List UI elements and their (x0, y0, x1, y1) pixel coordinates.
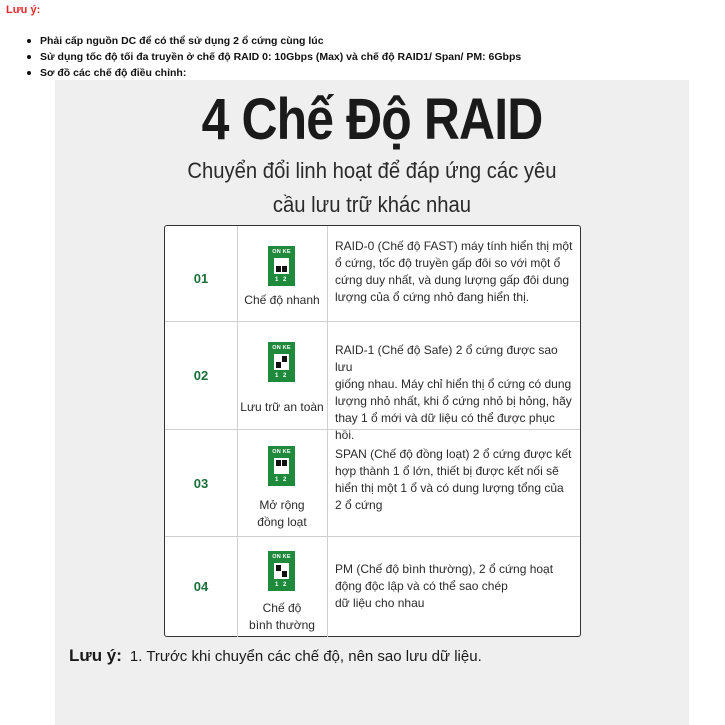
note-item: Sơ đồ các chế độ điều chỉnh: (22, 65, 521, 81)
mode-name: Mở rộng đồng loạt (257, 498, 307, 529)
footer-label: Lưu ý: (69, 646, 122, 665)
mode-name: Chế độ bình thường (249, 601, 315, 632)
mode-number: 04 (193, 579, 209, 594)
mode-row (165, 226, 580, 321)
figure-subtitle-line-1: Chuyển đổi linh hoạt để đáp ứng các yêu (187, 158, 557, 183)
mode-description: RAID-1 (Chế độ Safe) 2 ổ cứng được sao lưu giống nhau. Máy chỉ hiển thị ổ cứng có dung lượng nhỏ nhất, khi ổ cứng nhỏ bị hỏng, hãy thay 1 ổ mới và dữ liệu có thể được phục hồi. (335, 343, 572, 442)
switch-digit: 1 (275, 373, 279, 379)
switch-label: ON KE (272, 449, 291, 455)
dip-switch-icon (268, 342, 295, 382)
switch-digit: 2 (283, 277, 287, 283)
figure-footer-note (69, 646, 482, 666)
mode-row (165, 429, 580, 537)
mode-number: 02 (193, 368, 209, 383)
switch-digit: 2 (283, 373, 287, 379)
mode-description: SPAN (Chế độ đồng loạt) 2 ổ cứng được kết hợp thành 1 ổ lớn, thiết bị được kết nối sẽ hiển thị một 1 ổ và có dung lượng tổng của 2 ổ cứng (335, 447, 572, 512)
switch-label: ON KE (272, 249, 291, 255)
notes-list (22, 33, 521, 81)
note-item: Phải cấp nguồn DC để có thể sử dụng 2 ổ cứng cùng lúc (22, 33, 521, 49)
switch-digit: 1 (275, 582, 279, 588)
figure-subtitle-line-2: cầu lưu trữ khác nhau (272, 192, 472, 217)
modes-table (164, 225, 581, 637)
mode-description: PM (Chế độ bình thường), 2 ổ cứng hoạt động độc lập và có thể sao chép dữ liệu cho nhau (335, 562, 554, 610)
mode-name: Chế độ nhanh (244, 293, 320, 307)
dip-switch-icon (268, 551, 295, 591)
dip-switch-icon (268, 246, 295, 286)
switch-digit: 1 (275, 477, 279, 483)
switch-digit: 2 (283, 582, 287, 588)
raid-modes-figure (55, 80, 689, 725)
mode-row (165, 536, 580, 637)
mode-row (165, 321, 580, 442)
mode-number: 03 (193, 476, 209, 491)
note-item: Sử dụng tốc độ tối đa truyền ở chế độ RAID 0: 10Gbps (Max) và chế độ RAID1/ Span/ PM: 6Gbps (22, 49, 521, 65)
switch-digit: 2 (283, 477, 287, 483)
switch-label: ON KE (272, 345, 291, 351)
figure-title: 4 Chế Độ RAID (201, 87, 543, 152)
mode-description: RAID-0 (Chế độ FAST) máy tính hiển thị một ổ cứng, tốc độ truyền gấp đôi so với một ổ cứng duy nhất, và dung lượng gấp đôi dung lượng của ổ cứng nhỏ đang hiển thị. (335, 239, 573, 304)
footer-text: 1. Trước khi chuyển các chế độ, nên sao lưu dữ liệu. (129, 648, 482, 665)
dip-switch-icon (268, 446, 295, 486)
mode-number: 01 (193, 271, 209, 286)
switch-digit: 1 (275, 277, 279, 283)
mode-name: Lưu trữ an toàn (240, 400, 324, 414)
note-label: Lưu ý: (6, 4, 41, 16)
switch-label: ON KE (272, 554, 291, 560)
